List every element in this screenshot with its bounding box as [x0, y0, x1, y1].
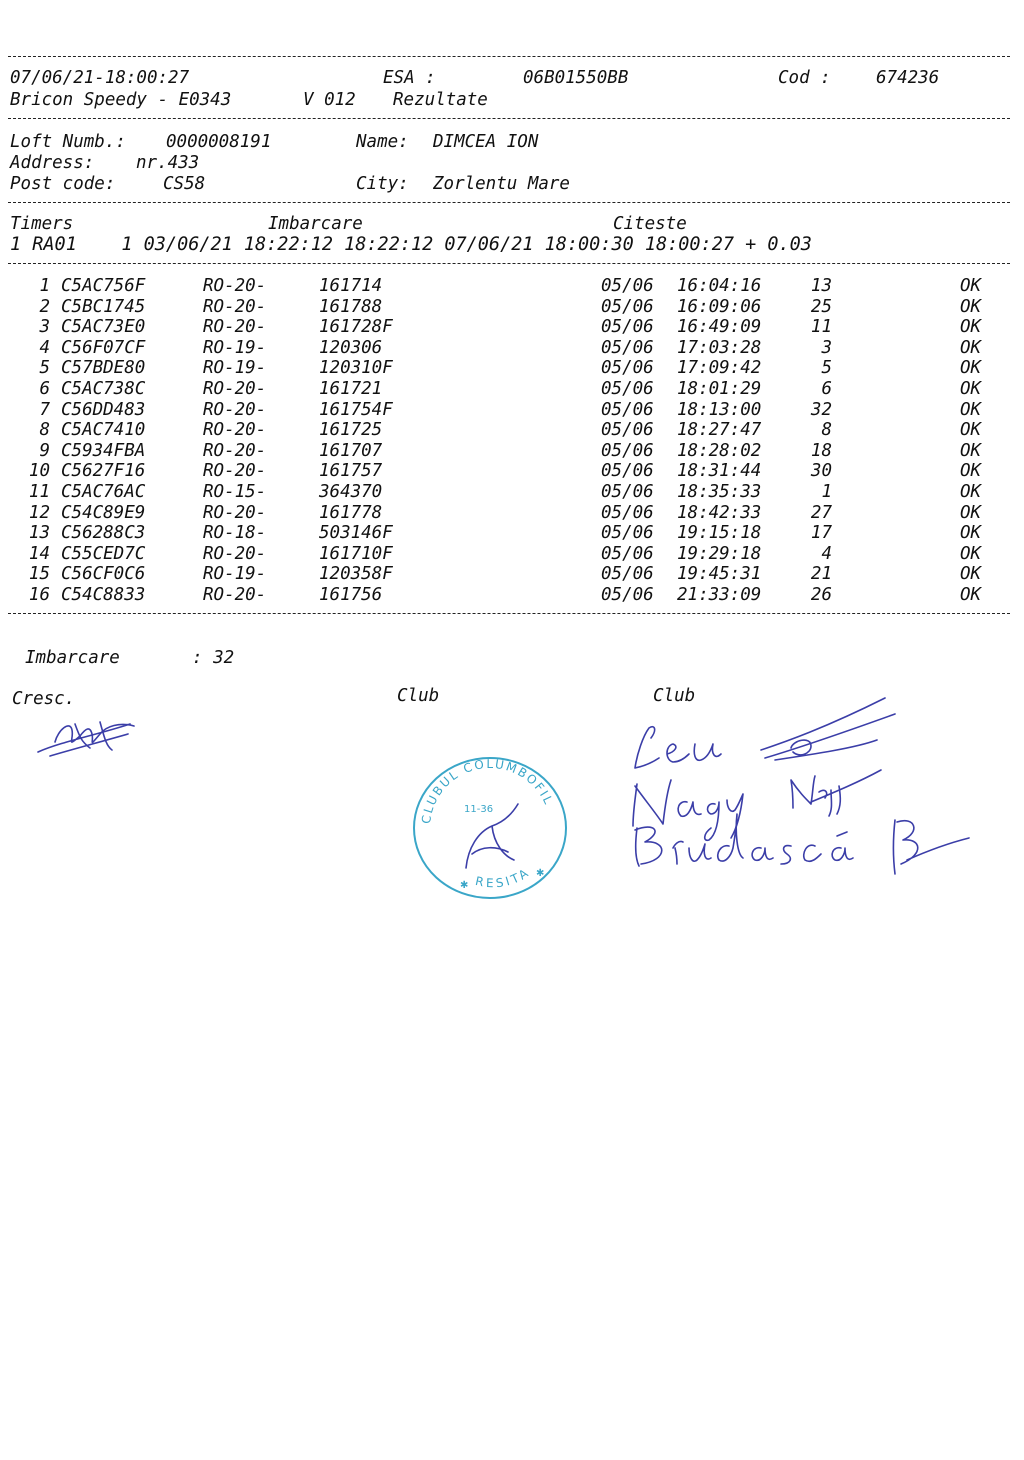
chip-id: C55CED7C [61, 544, 146, 564]
status-badge: OK [960, 564, 982, 584]
arrival-date: 05/06 [601, 564, 654, 584]
club-stamp [408, 748, 574, 904]
ring-prefix: RO-20- [203, 276, 267, 296]
row-number: 13 [28, 523, 50, 543]
svg-text:CLUBUL COLUMBOFIL: CLUBUL COLUMBOFIL [419, 756, 557, 825]
loft-number-label: Loft Numb.: [10, 132, 126, 152]
divider [8, 263, 1010, 264]
row-number: 7 [39, 400, 50, 420]
rank: 30 [810, 461, 832, 481]
arrival-date: 05/06 [601, 523, 654, 543]
ring-number: 503146F [319, 523, 393, 543]
arrival-date: 05/06 [601, 503, 654, 523]
chip-id: C54C8833 [61, 585, 146, 605]
ring-prefix: RO-20- [203, 420, 267, 440]
ring-prefix: RO-20- [203, 297, 267, 317]
ring-prefix: RO-20- [203, 503, 267, 523]
imbarcare-summary-value: : 32 [192, 648, 235, 668]
chip-id: C5934FBA [61, 441, 146, 461]
device-name: Bricon Speedy - E0343 [10, 90, 232, 110]
svg-text:✱: ✱ [536, 868, 545, 879]
esa-label: ESA : [383, 68, 436, 88]
ring-number: 161778 [319, 503, 383, 523]
arrival-date: 05/06 [601, 461, 654, 481]
rank: 1 [821, 482, 832, 502]
report-datetime: 07/06/21-18:00:27 [10, 68, 190, 88]
ring-number: 120306 [319, 338, 383, 358]
row-number: 3 [39, 317, 50, 337]
svg-text:RESITA: RESITA [474, 864, 534, 891]
rank: 11 [810, 317, 832, 337]
arrival-date: 05/06 [601, 297, 654, 317]
chip-id: C56DD483 [61, 400, 146, 420]
ring-prefix: RO-18- [203, 523, 267, 543]
arrival-date: 05/06 [601, 585, 654, 605]
loft-number-value: 0000008191 [166, 132, 272, 152]
rank: 5 [821, 358, 832, 378]
chip-id: C54C89E9 [61, 503, 146, 523]
status-badge: OK [960, 297, 982, 317]
rank: 18 [810, 441, 832, 461]
rank: 25 [810, 297, 832, 317]
ring-number: 161728F [319, 317, 393, 337]
report-title: Rezultate [393, 90, 488, 110]
status-badge: OK [960, 585, 982, 605]
address-label: Address: [10, 153, 95, 173]
rank: 8 [821, 420, 832, 440]
status-badge: OK [960, 441, 982, 461]
chip-id: C57BDE80 [61, 358, 146, 378]
divider [8, 118, 1010, 119]
arrival-date: 05/06 [601, 400, 654, 420]
arrival-date: 05/06 [601, 420, 654, 440]
post-code-label: Post code: [10, 174, 116, 194]
arrival-date: 05/06 [601, 379, 654, 399]
status-badge: OK [960, 379, 982, 399]
row-number: 12 [28, 503, 50, 523]
club-label-1: Club [397, 686, 440, 706]
chip-id: C5AC756F [61, 276, 146, 296]
ring-prefix: RO-19- [203, 564, 267, 584]
arrival-time: 18:35:33 [677, 482, 762, 502]
arrival-date: 05/06 [601, 317, 654, 337]
row-number: 14 [28, 544, 50, 564]
row-number: 5 [39, 358, 50, 378]
timer-row: 1 RA01 1 03/06/21 18:22:12 18:22:12 07/06/21 18:00:30 18:00:27 + 0.03 [10, 234, 812, 255]
status-badge: OK [960, 317, 982, 337]
arrival-time: 17:09:42 [677, 358, 762, 378]
ring-prefix: RO-20- [203, 379, 267, 399]
arrival-time: 19:15:18 [677, 523, 762, 543]
chip-id: C5627F16 [61, 461, 146, 481]
cod-value: 674236 [876, 68, 940, 88]
svg-text:11-36: 11-36 [464, 804, 494, 815]
imbarcare-title: Imbarcare [268, 214, 363, 234]
arrival-time: 16:04:16 [677, 276, 762, 296]
ring-number: 161756 [319, 585, 383, 605]
arrival-time: 16:49:09 [677, 317, 762, 337]
rank: 32 [810, 400, 832, 420]
cod-label: Cod : [778, 68, 831, 88]
rank: 4 [821, 544, 832, 564]
row-number: 9 [39, 441, 50, 461]
ring-number: 161757 [319, 461, 383, 481]
ring-prefix: RO-15- [203, 482, 267, 502]
name-value: DIMCEA ION [433, 132, 539, 152]
arrival-time: 18:27:47 [677, 420, 762, 440]
status-badge: OK [960, 461, 982, 481]
rank: 6 [821, 379, 832, 399]
ring-prefix: RO-20- [203, 441, 267, 461]
divider [8, 202, 1010, 203]
arrival-date: 05/06 [601, 482, 654, 502]
ring-number: 364370 [319, 482, 383, 502]
chip-id: C5AC738C [61, 379, 146, 399]
arrival-time: 19:45:31 [677, 564, 762, 584]
status-badge: OK [960, 358, 982, 378]
ring-prefix: RO-20- [203, 400, 267, 420]
arrival-time: 16:09:06 [677, 297, 762, 317]
rank: 26 [810, 585, 832, 605]
club-signatures [615, 688, 980, 898]
rank: 21 [810, 564, 832, 584]
cresc-label: Cresc. [12, 689, 76, 709]
device-version: V 012 [303, 90, 356, 110]
ring-number: 161725 [319, 420, 383, 440]
arrival-date: 05/06 [601, 276, 654, 296]
chip-id: C56CF0C6 [61, 564, 146, 584]
ring-number: 120358F [319, 564, 393, 584]
status-badge: OK [960, 420, 982, 440]
row-number: 2 [39, 297, 50, 317]
city-value: Zorlentu Mare [433, 174, 570, 194]
arrival-time: 18:01:29 [677, 379, 762, 399]
row-number: 11 [28, 482, 50, 502]
chip-id: C56288C3 [61, 523, 146, 543]
status-badge: OK [960, 276, 982, 296]
status-badge: OK [960, 544, 982, 564]
city-label: City: [356, 174, 409, 194]
chip-id: C56F07CF [61, 338, 146, 358]
divider [8, 56, 1010, 57]
ring-prefix: RO-19- [203, 338, 267, 358]
ring-number: 161754F [319, 400, 393, 420]
arrival-time: 17:03:28 [677, 338, 762, 358]
chip-id: C5AC7410 [61, 420, 146, 440]
ring-prefix: RO-20- [203, 461, 267, 481]
arrival-date: 05/06 [601, 441, 654, 461]
arrival-date: 05/06 [601, 544, 654, 564]
status-badge: OK [960, 503, 982, 523]
ring-number: 161707 [319, 441, 383, 461]
svg-text:✱: ✱ [460, 880, 469, 891]
divider [8, 613, 1010, 614]
club-label-2: Club [653, 686, 696, 706]
rank: 27 [810, 503, 832, 523]
esa-value: 06B01550BB [523, 68, 629, 88]
ring-number: 161714 [319, 276, 383, 296]
status-badge: OK [960, 338, 982, 358]
arrival-time: 21:33:09 [677, 585, 762, 605]
chip-id: C5AC73E0 [61, 317, 146, 337]
ring-prefix: RO-20- [203, 317, 267, 337]
ring-number: 161710F [319, 544, 393, 564]
arrival-date: 05/06 [601, 338, 654, 358]
chip-id: C5AC76AC [61, 482, 146, 502]
arrival-time: 18:13:00 [677, 400, 762, 420]
timers-title: Timers [10, 214, 74, 234]
arrival-time: 18:31:44 [677, 461, 762, 481]
arrival-time: 18:42:33 [677, 503, 762, 523]
rank: 17 [810, 523, 832, 543]
breeder-signature [30, 712, 140, 762]
chip-id: C5BC1745 [61, 297, 146, 317]
row-number: 10 [28, 461, 50, 481]
ring-number: 161788 [319, 297, 383, 317]
row-number: 4 [39, 338, 50, 358]
ring-prefix: RO-20- [203, 544, 267, 564]
ring-prefix: RO-19- [203, 358, 267, 378]
arrival-date: 05/06 [601, 358, 654, 378]
post-code-value: CS58 [163, 174, 206, 194]
arrival-time: 19:29:18 [677, 544, 762, 564]
address-value: nr.433 [136, 153, 200, 173]
name-label: Name: [356, 132, 409, 152]
rank: 13 [810, 276, 832, 296]
row-number: 15 [28, 564, 50, 584]
row-number: 6 [39, 379, 50, 399]
row-number: 8 [39, 420, 50, 440]
citeste-title: Citeste [613, 214, 687, 234]
row-number: 16 [28, 585, 50, 605]
status-badge: OK [960, 523, 982, 543]
status-badge: OK [960, 482, 982, 502]
arrival-time: 18:28:02 [677, 441, 762, 461]
row-number: 1 [39, 276, 50, 296]
imbarcare-summary-label: Imbarcare [25, 648, 120, 668]
ring-number: 161721 [319, 379, 383, 399]
ring-prefix: RO-20- [203, 585, 267, 605]
rank: 3 [821, 338, 832, 358]
ring-number: 120310F [319, 358, 393, 378]
status-badge: OK [960, 400, 982, 420]
